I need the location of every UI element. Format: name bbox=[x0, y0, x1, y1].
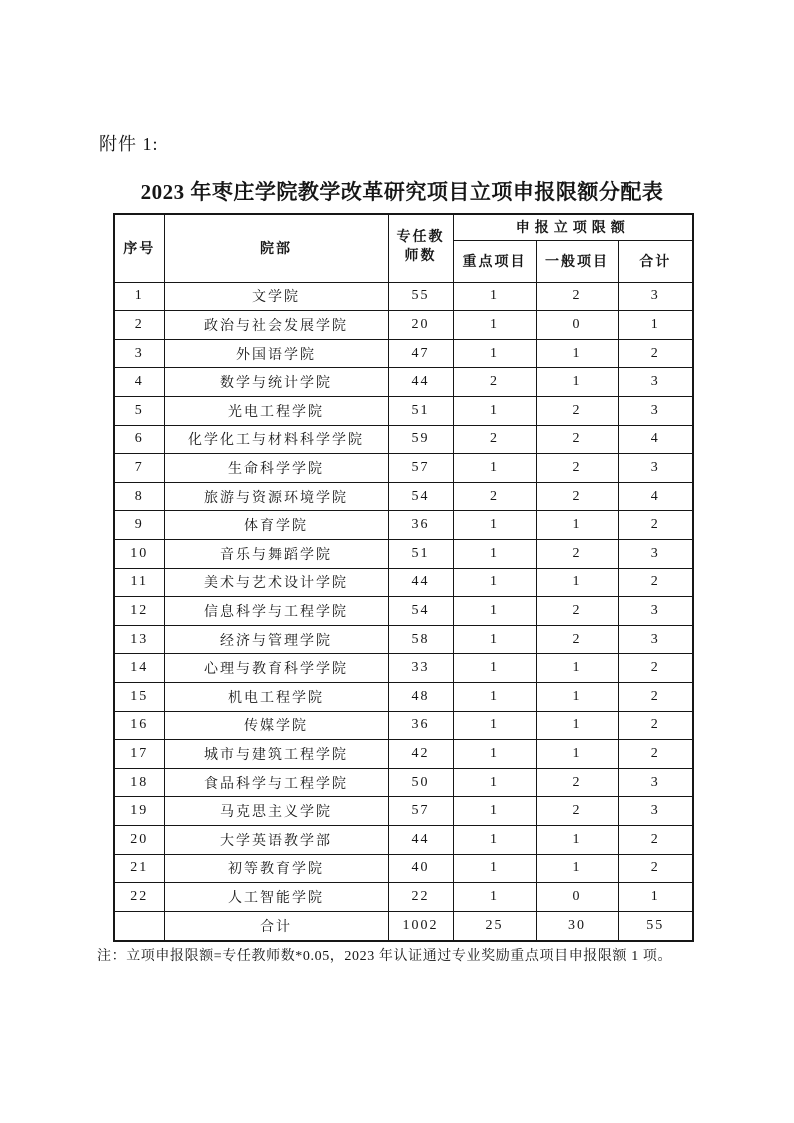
cell-general-project-quota: 1 bbox=[536, 854, 618, 883]
cell-department: 初等教育学院 bbox=[164, 854, 388, 883]
cell-index: 2 bbox=[114, 311, 164, 340]
cell-teacher-count: 51 bbox=[388, 396, 453, 425]
cell-total-quota: 2 bbox=[618, 568, 693, 597]
table-row bbox=[114, 597, 693, 626]
table-row bbox=[114, 511, 693, 540]
cell-total-quota: 55 bbox=[618, 911, 693, 941]
cell-key-project-quota: 2 bbox=[453, 482, 536, 511]
cell-index: 21 bbox=[114, 854, 164, 883]
cell-department: 体育学院 bbox=[164, 511, 388, 540]
cell-department: 光电工程学院 bbox=[164, 396, 388, 425]
table-row bbox=[114, 368, 693, 397]
cell-index: 8 bbox=[114, 482, 164, 511]
cell-department: 化学化工与材料科学学院 bbox=[164, 425, 388, 454]
cell-key-project-quota: 1 bbox=[453, 883, 536, 912]
cell-index bbox=[114, 911, 164, 941]
cell-teacher-count: 50 bbox=[388, 768, 453, 797]
cell-key-project-quota: 25 bbox=[453, 911, 536, 941]
cell-index: 6 bbox=[114, 425, 164, 454]
cell-total-quota: 3 bbox=[618, 368, 693, 397]
cell-index: 5 bbox=[114, 396, 164, 425]
page-title: 2023 年枣庄学院教学改革研究项目立项申报限额分配表 bbox=[140, 180, 664, 204]
cell-teacher-count: 57 bbox=[388, 454, 453, 483]
cell-index: 16 bbox=[114, 711, 164, 740]
cell-department: 生命科学学院 bbox=[164, 454, 388, 483]
cell-index: 12 bbox=[114, 597, 164, 626]
cell-general-project-quota: 1 bbox=[536, 826, 618, 855]
cell-general-project-quota: 2 bbox=[536, 282, 618, 311]
table-row bbox=[114, 797, 693, 826]
table-row bbox=[114, 854, 693, 883]
cell-general-project-quota: 1 bbox=[536, 511, 618, 540]
cell-general-project-quota: 2 bbox=[536, 539, 618, 568]
cell-teacher-count: 54 bbox=[388, 482, 453, 511]
cell-index: 11 bbox=[114, 568, 164, 597]
cell-index: 22 bbox=[114, 883, 164, 912]
cell-index: 4 bbox=[114, 368, 164, 397]
cell-total-quota: 3 bbox=[618, 454, 693, 483]
table-row bbox=[114, 740, 693, 769]
cell-total-quota: 2 bbox=[618, 711, 693, 740]
cell-teacher-count: 44 bbox=[388, 368, 453, 397]
cell-index: 13 bbox=[114, 625, 164, 654]
cell-key-project-quota: 1 bbox=[453, 797, 536, 826]
cell-key-project-quota: 1 bbox=[453, 568, 536, 597]
cell-teacher-count: 33 bbox=[388, 654, 453, 683]
cell-teacher-count: 22 bbox=[388, 883, 453, 912]
cell-department: 机电工程学院 bbox=[164, 683, 388, 712]
cell-index: 10 bbox=[114, 539, 164, 568]
cell-index: 20 bbox=[114, 826, 164, 855]
cell-total-quota: 4 bbox=[618, 425, 693, 454]
table-row bbox=[114, 568, 693, 597]
cell-key-project-quota: 1 bbox=[453, 597, 536, 626]
cell-general-project-quota: 1 bbox=[536, 368, 618, 397]
attachment-label: 附件 1: bbox=[99, 134, 159, 154]
cell-teacher-count: 54 bbox=[388, 597, 453, 626]
cell-department: 马克思主义学院 bbox=[164, 797, 388, 826]
cell-key-project-quota: 1 bbox=[453, 654, 536, 683]
cell-department: 心理与教育科学学院 bbox=[164, 654, 388, 683]
table-row bbox=[114, 311, 693, 340]
cell-total-quota: 3 bbox=[618, 539, 693, 568]
table-row bbox=[114, 539, 693, 568]
cell-general-project-quota: 30 bbox=[536, 911, 618, 941]
cell-department: 旅游与资源环境学院 bbox=[164, 482, 388, 511]
cell-teacher-count: 44 bbox=[388, 826, 453, 855]
col-header-teachers bbox=[388, 214, 453, 282]
col-header-teachers-line1: 专任教 bbox=[396, 230, 445, 246]
cell-general-project-quota: 1 bbox=[536, 683, 618, 712]
cell-general-project-quota: 1 bbox=[536, 654, 618, 683]
cell-total-quota: 3 bbox=[618, 797, 693, 826]
total-row bbox=[114, 911, 693, 941]
table-row bbox=[114, 282, 693, 311]
cell-teacher-count: 59 bbox=[388, 425, 453, 454]
cell-teacher-count: 57 bbox=[388, 797, 453, 826]
col-header-teachers-line2: 师数 bbox=[404, 249, 437, 265]
cell-general-project-quota: 1 bbox=[536, 711, 618, 740]
cell-index: 18 bbox=[114, 768, 164, 797]
col-header-total: 合计 bbox=[618, 240, 693, 282]
cell-department: 传媒学院 bbox=[164, 711, 388, 740]
table-row bbox=[114, 396, 693, 425]
footnote: 注：立项申报限额=专任教师数*0.05，2023 年认证通过专业奖励重点项目申报限额 1 项。 bbox=[97, 949, 673, 964]
cell-total-quota: 2 bbox=[618, 683, 693, 712]
table-row bbox=[114, 711, 693, 740]
cell-teacher-count: 36 bbox=[388, 511, 453, 540]
cell-key-project-quota: 1 bbox=[453, 539, 536, 568]
cell-department: 外国语学院 bbox=[164, 339, 388, 368]
cell-department: 合计 bbox=[164, 911, 388, 941]
table-header bbox=[114, 214, 693, 282]
table-row bbox=[114, 339, 693, 368]
cell-key-project-quota: 1 bbox=[453, 454, 536, 483]
cell-key-project-quota: 1 bbox=[453, 511, 536, 540]
cell-teacher-count: 42 bbox=[388, 740, 453, 769]
cell-teacher-count: 48 bbox=[388, 683, 453, 712]
cell-department: 人工智能学院 bbox=[164, 883, 388, 912]
cell-key-project-quota: 1 bbox=[453, 768, 536, 797]
table-body bbox=[114, 282, 693, 941]
cell-total-quota: 1 bbox=[618, 311, 693, 340]
cell-key-project-quota: 1 bbox=[453, 826, 536, 855]
cell-general-project-quota: 2 bbox=[536, 625, 618, 654]
cell-department: 美术与艺术设计学院 bbox=[164, 568, 388, 597]
cell-department: 城市与建筑工程学院 bbox=[164, 740, 388, 769]
cell-general-project-quota: 2 bbox=[536, 482, 618, 511]
cell-general-project-quota: 1 bbox=[536, 568, 618, 597]
cell-total-quota: 4 bbox=[618, 482, 693, 511]
cell-total-quota: 2 bbox=[618, 339, 693, 368]
cell-key-project-quota: 1 bbox=[453, 683, 536, 712]
cell-department: 大学英语教学部 bbox=[164, 826, 388, 855]
cell-key-project-quota: 2 bbox=[453, 425, 536, 454]
cell-general-project-quota: 2 bbox=[536, 797, 618, 826]
table-row bbox=[114, 482, 693, 511]
cell-department: 文学院 bbox=[164, 282, 388, 311]
cell-general-project-quota: 2 bbox=[536, 425, 618, 454]
cell-general-project-quota: 2 bbox=[536, 768, 618, 797]
cell-department: 食品科学与工程学院 bbox=[164, 768, 388, 797]
cell-department: 经济与管理学院 bbox=[164, 625, 388, 654]
col-header-general-project: 一般项目 bbox=[536, 240, 618, 282]
cell-general-project-quota: 2 bbox=[536, 396, 618, 425]
table-row bbox=[114, 683, 693, 712]
cell-key-project-quota: 1 bbox=[453, 339, 536, 368]
table-row bbox=[114, 826, 693, 855]
cell-key-project-quota: 1 bbox=[453, 396, 536, 425]
cell-index: 15 bbox=[114, 683, 164, 712]
cell-total-quota: 3 bbox=[618, 396, 693, 425]
cell-general-project-quota: 0 bbox=[536, 883, 618, 912]
col-header-quota-group: 申报立项限额 bbox=[453, 214, 693, 240]
cell-teacher-count: 47 bbox=[388, 339, 453, 368]
cell-index: 3 bbox=[114, 339, 164, 368]
cell-index: 9 bbox=[114, 511, 164, 540]
cell-total-quota: 3 bbox=[618, 282, 693, 311]
cell-key-project-quota: 1 bbox=[453, 740, 536, 769]
cell-total-quota: 2 bbox=[618, 826, 693, 855]
cell-department: 音乐与舞蹈学院 bbox=[164, 539, 388, 568]
cell-key-project-quota: 1 bbox=[453, 282, 536, 311]
cell-teacher-count: 40 bbox=[388, 854, 453, 883]
cell-teacher-count: 58 bbox=[388, 625, 453, 654]
cell-key-project-quota: 1 bbox=[453, 311, 536, 340]
cell-general-project-quota: 2 bbox=[536, 454, 618, 483]
cell-key-project-quota: 1 bbox=[453, 625, 536, 654]
cell-total-quota: 3 bbox=[618, 597, 693, 626]
col-header-key-project: 重点项目 bbox=[453, 240, 536, 282]
table-row bbox=[114, 625, 693, 654]
cell-total-quota: 2 bbox=[618, 654, 693, 683]
cell-key-project-quota: 1 bbox=[453, 711, 536, 740]
cell-key-project-quota: 2 bbox=[453, 368, 536, 397]
cell-total-quota: 2 bbox=[618, 511, 693, 540]
cell-department: 政治与社会发展学院 bbox=[164, 311, 388, 340]
cell-teacher-count: 55 bbox=[388, 282, 453, 311]
table-row bbox=[114, 454, 693, 483]
cell-department: 数学与统计学院 bbox=[164, 368, 388, 397]
cell-total-quota: 3 bbox=[618, 768, 693, 797]
cell-general-project-quota: 2 bbox=[536, 597, 618, 626]
table-row bbox=[114, 654, 693, 683]
table-row bbox=[114, 425, 693, 454]
table-row bbox=[114, 768, 693, 797]
cell-total-quota: 2 bbox=[618, 740, 693, 769]
col-header-index: 序号 bbox=[114, 214, 164, 282]
header-row-1 bbox=[114, 214, 693, 240]
cell-teacher-count: 36 bbox=[388, 711, 453, 740]
cell-general-project-quota: 1 bbox=[536, 339, 618, 368]
cell-index: 7 bbox=[114, 454, 164, 483]
col-header-department: 院部 bbox=[164, 214, 388, 282]
cell-total-quota: 2 bbox=[618, 854, 693, 883]
cell-teacher-count: 1002 bbox=[388, 911, 453, 941]
cell-total-quota: 1 bbox=[618, 883, 693, 912]
cell-index: 14 bbox=[114, 654, 164, 683]
cell-index: 19 bbox=[114, 797, 164, 826]
quota-table bbox=[113, 213, 694, 942]
cell-teacher-count: 44 bbox=[388, 568, 453, 597]
cell-general-project-quota: 1 bbox=[536, 740, 618, 769]
cell-general-project-quota: 0 bbox=[536, 311, 618, 340]
cell-index: 17 bbox=[114, 740, 164, 769]
cell-teacher-count: 51 bbox=[388, 539, 453, 568]
cell-total-quota: 3 bbox=[618, 625, 693, 654]
cell-index: 1 bbox=[114, 282, 164, 311]
cell-teacher-count: 20 bbox=[388, 311, 453, 340]
cell-key-project-quota: 1 bbox=[453, 854, 536, 883]
table-row bbox=[114, 883, 693, 912]
cell-department: 信息科学与工程学院 bbox=[164, 597, 388, 626]
